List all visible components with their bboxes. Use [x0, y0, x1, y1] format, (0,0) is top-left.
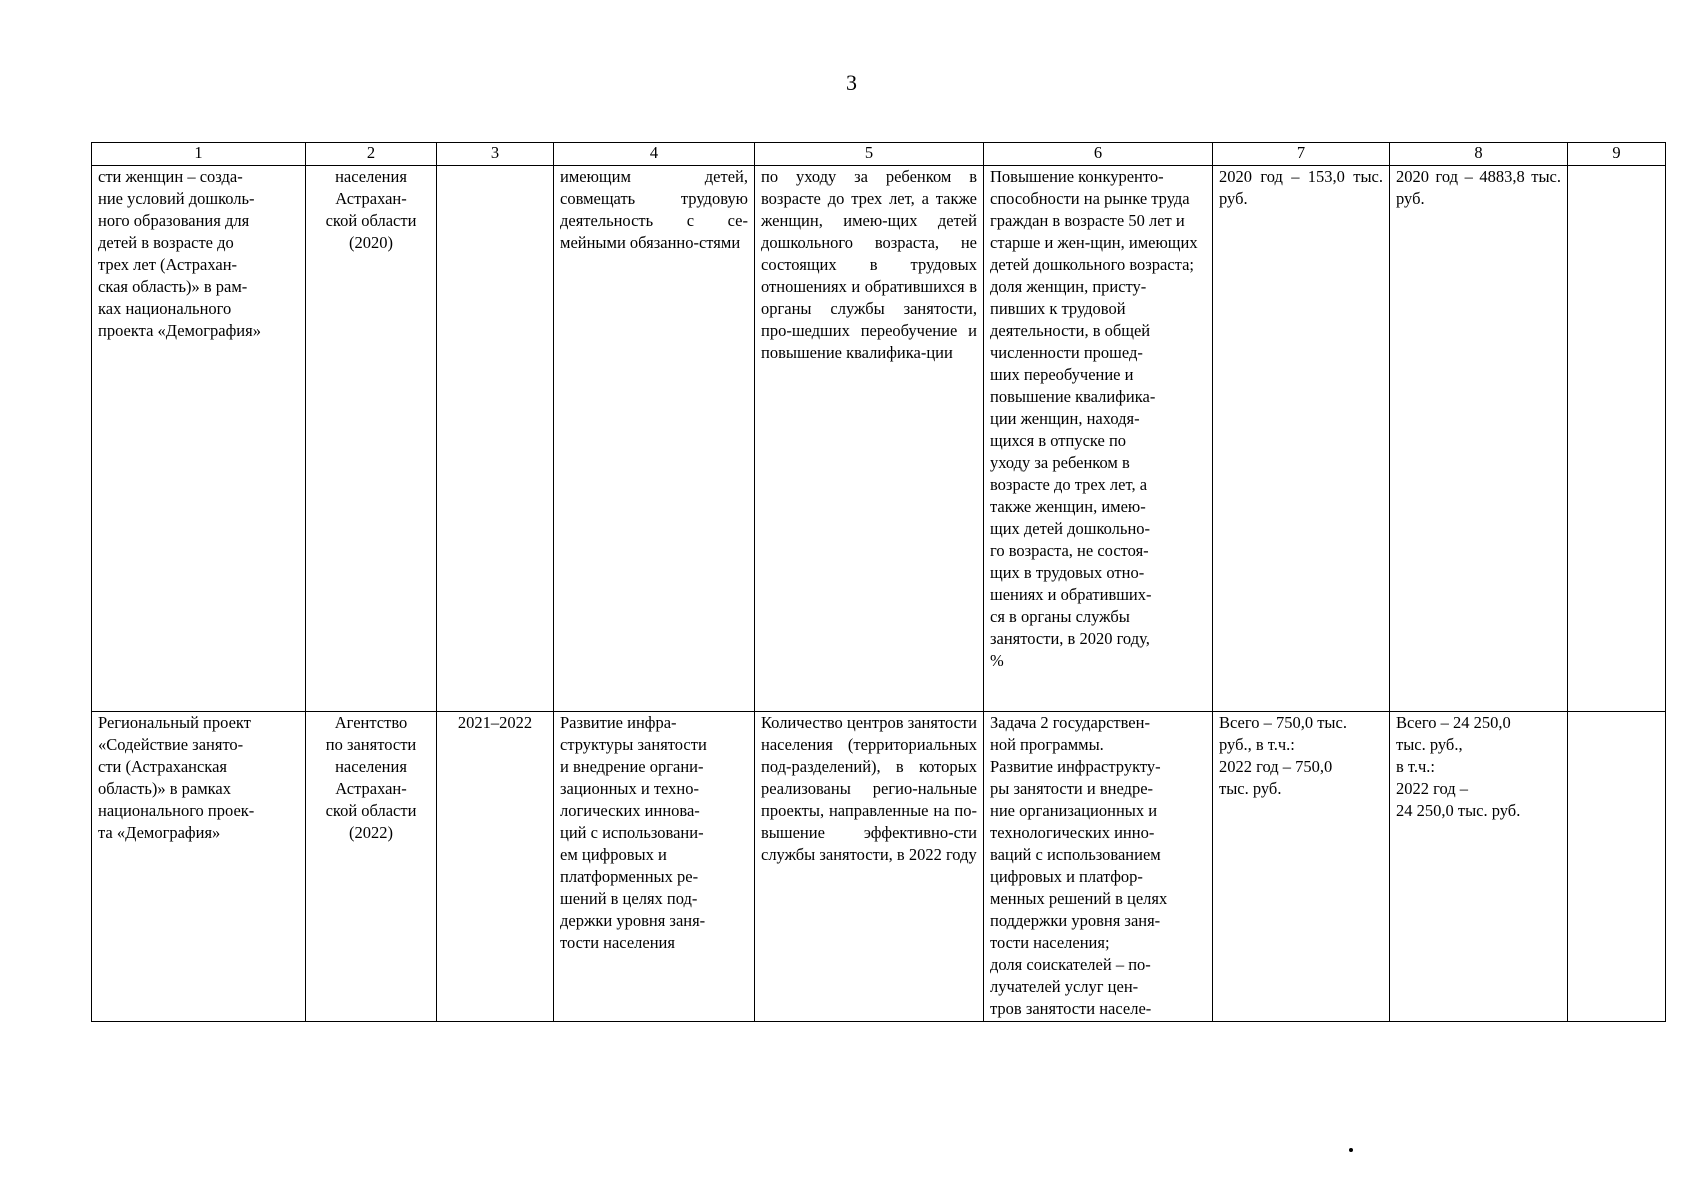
page-number: 3: [846, 70, 857, 95]
goal-cell: [554, 166, 755, 712]
funding-regional-text: 2020 год – 153,0 тыс. руб.: [1219, 167, 1383, 208]
funding-federal-text: 2020 год – 4883,8 тыс. руб.: [1396, 167, 1561, 208]
column-number: 5: [755, 143, 984, 166]
indicator-cell: [755, 166, 984, 712]
table-row: [92, 166, 1666, 712]
target-text: Задача 2 государствен- ной программы. Развитие инфраструкту- ры занятости и внедре- ние организационных и технологических инно- ваций с использованием цифровых и платфор- менных решений в целях поддержки уровня заня- тости населения; доля соискателей – по- лучателей услуг цен- тров занятости населе-: [990, 713, 1168, 1018]
column-number: 3: [437, 143, 554, 166]
indicator-text: Количество центров занятости населения (территориальных под-разделений), в которых реализованы регио-нальные проекты, направленные на по-вышение эффективно-сти службы занятости, в 2022 году: [761, 713, 977, 864]
column-number: 4: [554, 143, 755, 166]
program-table: [91, 142, 1666, 1022]
notes-cell: [1568, 166, 1666, 712]
table-row: [92, 712, 1666, 1022]
project-name-cell: [92, 712, 306, 1022]
funding-federal-text: Всего – 24 250,0 тыс. руб., в т.ч.: 2022 год – 24 250,0 тыс. руб.: [1396, 713, 1521, 820]
responsible-text: населения Астрахан- ской области (2020): [325, 167, 417, 252]
column-number: 6: [984, 143, 1213, 166]
indicator-text: по уходу за ребенком в возрасте до трех лет, а также женщин, имею-щих детей дошкольного возраста, не состоящих в трудовых отношениях и обратившихся в органы службы занятости, про-шедших переобучение и повышение квалифика-ции: [761, 167, 977, 362]
funding-regional-cell: [1213, 166, 1390, 712]
funding-federal-cell: [1390, 166, 1568, 712]
goal-text: имеющим детей, совмещать трудовую деятельность с се-мейными обязанно-стями: [560, 167, 748, 252]
target-cell: [984, 166, 1213, 712]
column-number: 2: [306, 143, 437, 166]
project-name-text: сти женщин – созда- ние условий дошколь- ного образования для детей в возрасте до трех лет (Астрахан- ская область)» в рам- ках национального проекта «Демография»: [98, 167, 261, 340]
column-number: 7: [1213, 143, 1390, 166]
period-text: 2021–2022: [457, 713, 533, 732]
scan-dot: [1349, 1148, 1353, 1152]
funding-regional-text: Всего – 750,0 тыс. руб., в т.ч.: 2022 год – 750,0 тыс. руб.: [1219, 713, 1347, 798]
responsible-cell: [306, 712, 437, 1022]
goal-text: Развитие инфра- структуры занятости и внедрение органи- зационных и техно- логических иннова- ций с использовани- ем цифровых и платформенных ре- шений в целях под- держки уровня заня- тости населения: [560, 713, 707, 952]
goal-cell: [554, 712, 755, 1022]
period-cell: [437, 712, 554, 1022]
funding-regional-cell: [1213, 712, 1390, 1022]
notes-cell: [1568, 712, 1666, 1022]
column-number-row: [92, 143, 1666, 166]
indicator-cell: [755, 712, 984, 1022]
project-name-text: Региональный проект «Содействие занято- сти (Астраханская область)» в рамках национального проек- та «Демография»: [98, 713, 255, 842]
project-name-cell: [92, 166, 306, 712]
responsible-cell: [306, 166, 437, 712]
responsible-text: Агентство по занятости населения Астрахан- ской области (2022): [325, 713, 417, 842]
column-number: 9: [1568, 143, 1666, 166]
target-cell: [984, 712, 1213, 1022]
column-number: 8: [1390, 143, 1568, 166]
target-text: Повышение конкуренто-способности на рынке труда граждан в возрасте 50 лет и старше и жен-щин, имеющих детей дошкольного возраста; доля женщин, присту- пивших к трудовой деятельности, в общей численности прошед- ших переобучение и повышение квалифика- ции женщин, находя- щихся в отпуске по уходу за ребенком в возрасте до трех лет, а также женщин, имею- щих детей дошкольно- го возраста, не состоя- щих в трудовых отно- шениях и обративших- ся в органы службы занятости, в 2020 году, %: [990, 167, 1198, 670]
column-number: 1: [92, 143, 306, 166]
funding-federal-cell: [1390, 712, 1568, 1022]
period-cell: [437, 166, 554, 712]
